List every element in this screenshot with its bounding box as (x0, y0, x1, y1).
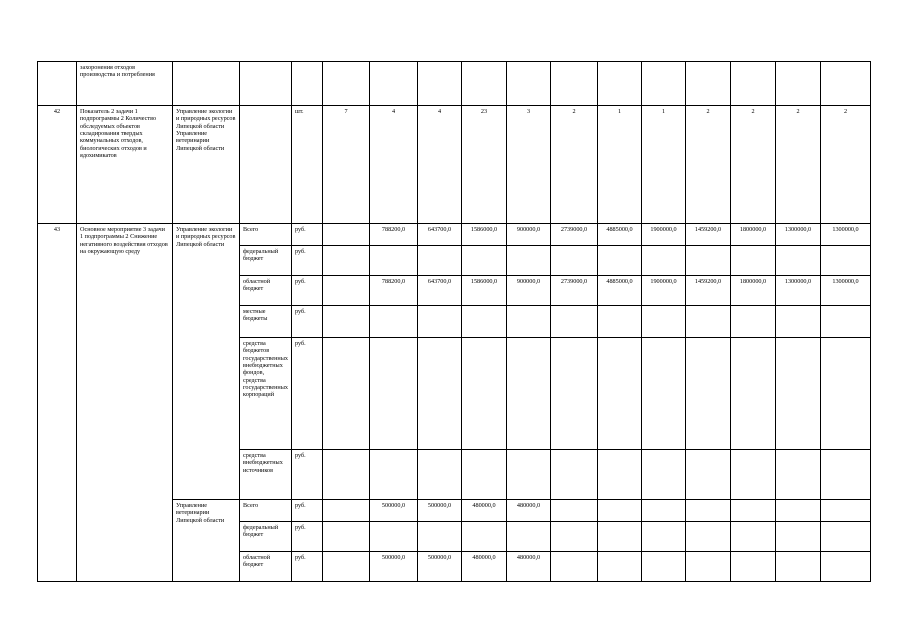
row-number-cell (38, 62, 77, 106)
value-cell (686, 338, 731, 450)
funding-source-cell (240, 106, 292, 224)
unit-cell: руб. (292, 338, 323, 450)
value-cell (462, 450, 507, 500)
value-cell (551, 500, 598, 522)
unit-cell: руб. (292, 224, 323, 246)
indicator-name-cell: Основное мероприятие 3 задачи 1 подпрограммы 2 Снижение негативного воздействия отходов на окружающую среду (77, 224, 173, 582)
value-cell: 1800000,0 (731, 276, 776, 306)
value-cell: 1459200,0 (686, 224, 731, 246)
value-cell (686, 450, 731, 500)
row-number-cell: 42 (38, 106, 77, 224)
value-cell (551, 450, 598, 500)
value-cell: 1459200,0 (686, 276, 731, 306)
value-cell (462, 338, 507, 450)
table-row (38, 106, 871, 224)
value-cell (598, 62, 642, 106)
value-cell: 900000,0 (507, 224, 551, 246)
unit-cell: шт. (292, 106, 323, 224)
unit-cell: руб. (292, 306, 323, 338)
unit-cell (292, 62, 323, 106)
value-cell: 500000,0 (370, 552, 418, 582)
value-cell (323, 246, 370, 276)
value-cell: 1900000,0 (642, 276, 686, 306)
value-cell (551, 522, 598, 552)
value-cell (323, 62, 370, 106)
indicator-name-cell: Показатель 2 задачи 1 подпрограммы 2 Количество обследуемых объектов складирования твердых коммунальных отходов, биологических отходов и ядохимикатов (77, 106, 173, 224)
value-cell (418, 338, 462, 450)
value-cell (821, 450, 871, 500)
value-cell (821, 246, 871, 276)
value-cell (507, 246, 551, 276)
value-cell (686, 552, 731, 582)
value-cell (642, 306, 686, 338)
value-cell (462, 306, 507, 338)
value-cell (686, 522, 731, 552)
unit-cell: руб. (292, 552, 323, 582)
value-cell: 643700,0 (418, 224, 462, 246)
value-cell: 900000,0 (507, 276, 551, 306)
funding-source-cell: федеральный бюджет (240, 246, 292, 276)
value-cell (776, 500, 821, 522)
unit-cell: руб. (292, 450, 323, 500)
value-cell: 480000,0 (462, 552, 507, 582)
value-cell (551, 552, 598, 582)
value-cell: 2 (821, 106, 871, 224)
value-cell (551, 338, 598, 450)
value-cell (642, 522, 686, 552)
value-cell: 1586000,0 (462, 276, 507, 306)
value-cell: 1900000,0 (642, 224, 686, 246)
executor-cell: Управление ветеринарии Липецкой области (173, 500, 240, 582)
funding-source-cell: областной бюджет (240, 552, 292, 582)
value-cell (731, 522, 776, 552)
value-cell (370, 450, 418, 500)
value-cell (598, 552, 642, 582)
value-cell (370, 62, 418, 106)
value-cell: 500000,0 (370, 500, 418, 522)
funding-source-cell: Всего (240, 224, 292, 246)
value-cell: 480000,0 (462, 500, 507, 522)
value-cell: 4 (370, 106, 418, 224)
value-cell: 2 (551, 106, 598, 224)
value-cell: 500000,0 (418, 500, 462, 522)
table-row (38, 224, 871, 246)
value-cell (776, 522, 821, 552)
program-table (37, 61, 871, 582)
value-cell (731, 338, 776, 450)
funding-source-cell: местные бюджеты (240, 306, 292, 338)
value-cell (507, 522, 551, 552)
funding-source-cell: областной бюджет (240, 276, 292, 306)
value-cell (821, 62, 871, 106)
value-cell: 788200,0 (370, 224, 418, 246)
value-cell: 3 (507, 106, 551, 224)
value-cell (776, 450, 821, 500)
value-cell (323, 306, 370, 338)
value-cell: 480000,0 (507, 500, 551, 522)
value-cell (598, 522, 642, 552)
value-cell: 4885000,0 (598, 276, 642, 306)
value-cell: 788200,0 (370, 276, 418, 306)
value-cell: 1800000,0 (731, 224, 776, 246)
value-cell (598, 306, 642, 338)
value-cell (642, 246, 686, 276)
value-cell (323, 224, 370, 246)
table-row (38, 62, 871, 106)
value-cell (776, 552, 821, 582)
value-cell: 2 (731, 106, 776, 224)
value-cell (642, 500, 686, 522)
executor-cell: Управление экологии и природных ресурсов Липецкой области Управление ветеринарии Липецкой области (173, 106, 240, 224)
value-cell: 2 (686, 106, 731, 224)
value-cell (598, 338, 642, 450)
value-cell: 2739000,0 (551, 276, 598, 306)
value-cell (370, 522, 418, 552)
unit-cell: руб. (292, 522, 323, 552)
value-cell (507, 450, 551, 500)
value-cell (686, 306, 731, 338)
value-cell (642, 450, 686, 500)
value-cell (370, 338, 418, 450)
value-cell (418, 62, 462, 106)
value-cell: 500000,0 (418, 552, 462, 582)
funding-source-cell: средства бюджетов государственных внебюджетных фондов, средства государственных корпораций (240, 338, 292, 450)
value-cell (642, 62, 686, 106)
value-cell (462, 522, 507, 552)
value-cell (598, 246, 642, 276)
value-cell: 1586000,0 (462, 224, 507, 246)
value-cell (731, 246, 776, 276)
indicator-name-cell: захоронения отходов производства и потребления (77, 62, 173, 106)
value-cell: 1300000,0 (776, 224, 821, 246)
value-cell (551, 246, 598, 276)
value-cell (370, 246, 418, 276)
value-cell (686, 500, 731, 522)
value-cell (731, 500, 776, 522)
unit-cell: руб. (292, 246, 323, 276)
value-cell (731, 62, 776, 106)
unit-cell: руб. (292, 276, 323, 306)
value-cell (821, 338, 871, 450)
value-cell: 1300000,0 (821, 224, 871, 246)
value-cell (551, 62, 598, 106)
value-cell: 2739000,0 (551, 224, 598, 246)
value-cell (642, 338, 686, 450)
value-cell: 1 (598, 106, 642, 224)
value-cell (731, 450, 776, 500)
value-cell (821, 500, 871, 522)
value-cell (462, 246, 507, 276)
value-cell (598, 450, 642, 500)
value-cell (418, 450, 462, 500)
value-cell (507, 338, 551, 450)
value-cell (686, 62, 731, 106)
executor-cell (173, 62, 240, 106)
value-cell: 480000,0 (507, 552, 551, 582)
value-cell (323, 276, 370, 306)
executor-cell: Управление экологии и природных ресурсов Липецкой области (173, 224, 240, 500)
value-cell (776, 62, 821, 106)
value-cell (821, 552, 871, 582)
value-cell (323, 338, 370, 450)
value-cell: 7 (323, 106, 370, 224)
value-cell (418, 522, 462, 552)
value-cell: 4885000,0 (598, 224, 642, 246)
value-cell (507, 306, 551, 338)
value-cell (642, 552, 686, 582)
value-cell (507, 62, 551, 106)
value-cell (776, 338, 821, 450)
value-cell: 23 (462, 106, 507, 224)
value-cell (462, 62, 507, 106)
value-cell (821, 522, 871, 552)
value-cell (686, 246, 731, 276)
value-cell (323, 450, 370, 500)
value-cell: 2 (776, 106, 821, 224)
unit-cell: руб. (292, 500, 323, 522)
value-cell (731, 306, 776, 338)
value-cell (776, 246, 821, 276)
value-cell: 1 (642, 106, 686, 224)
funding-source-cell: средства внебюджетных источников (240, 450, 292, 500)
funding-source-cell: федеральный бюджет (240, 522, 292, 552)
value-cell: 1300000,0 (776, 276, 821, 306)
value-cell: 643700,0 (418, 276, 462, 306)
value-cell (323, 552, 370, 582)
value-cell (551, 306, 598, 338)
value-cell (821, 306, 871, 338)
value-cell (323, 522, 370, 552)
value-cell (418, 306, 462, 338)
value-cell (418, 246, 462, 276)
value-cell (323, 500, 370, 522)
value-cell (776, 306, 821, 338)
value-cell: 4 (418, 106, 462, 224)
value-cell (731, 552, 776, 582)
row-number-cell: 43 (38, 224, 77, 582)
value-cell (370, 306, 418, 338)
value-cell: 1300000,0 (821, 276, 871, 306)
funding-source-cell: Всего (240, 500, 292, 522)
value-cell (598, 500, 642, 522)
funding-source-cell (240, 62, 292, 106)
